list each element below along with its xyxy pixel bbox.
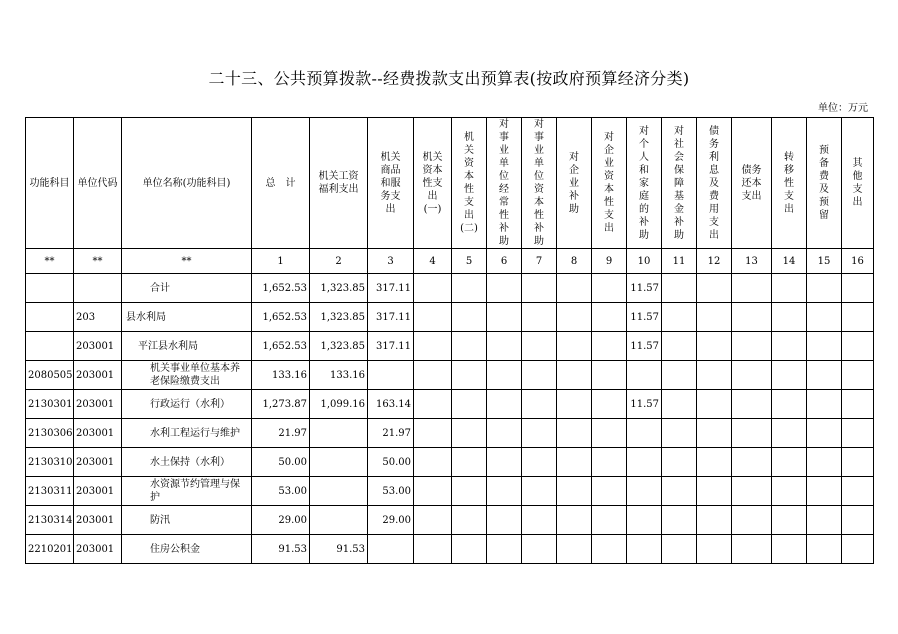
amount-cell [487, 274, 522, 303]
amount-cell [662, 303, 697, 332]
amount-cell [627, 535, 662, 564]
header-cell: 对企业补助 [557, 118, 592, 249]
index-cell: 12 [697, 249, 732, 274]
amount-cell: 1,099.16 [310, 390, 368, 419]
amount-cell [557, 477, 592, 506]
amount-cell [697, 448, 732, 477]
header-cell: 机关工资福利支出 [310, 118, 368, 249]
amount-cell [732, 274, 772, 303]
amount-cell [772, 361, 807, 390]
index-cell: 3 [368, 249, 414, 274]
amount-cell: 133.16 [310, 361, 368, 390]
unit-name-cell: 水资源节约管理与保护 [122, 477, 252, 506]
amount-cell [842, 506, 874, 535]
amount-cell [592, 477, 627, 506]
amount-cell [310, 477, 368, 506]
index-cell: 14 [772, 249, 807, 274]
function-code-cell: 2130311 [26, 477, 74, 506]
amount-cell [487, 332, 522, 361]
amount-cell: 29.00 [252, 506, 310, 535]
amount-cell [522, 506, 557, 535]
function-code-cell: 2080505 [26, 361, 74, 390]
unit-code-cell: 203001 [74, 332, 122, 361]
header-cell: 单位名称(功能科目) [122, 118, 252, 249]
amount-cell [414, 390, 452, 419]
header-cell: 对社会保障基金补助 [662, 118, 697, 249]
amount-cell [842, 477, 874, 506]
unit-name-cell: 平江县水利局 [122, 332, 252, 361]
amount-cell [487, 477, 522, 506]
table-row [26, 535, 874, 564]
amount-cell [842, 303, 874, 332]
index-cell: 6 [487, 249, 522, 274]
amount-cell [414, 448, 452, 477]
amount-cell [557, 390, 592, 419]
amount-cell [452, 390, 487, 419]
amount-cell: 21.97 [368, 419, 414, 448]
amount-cell [414, 361, 452, 390]
amount-cell: 1,323.85 [310, 274, 368, 303]
amount-cell [697, 535, 732, 564]
amount-cell [592, 448, 627, 477]
index-cell: 4 [414, 249, 452, 274]
page-title: 二十三、公共预算拨款--经费拨款支出预算表(按政府预算经济分类) [208, 69, 690, 88]
amount-cell [732, 477, 772, 506]
amount-cell [662, 506, 697, 535]
index-cell: 10 [627, 249, 662, 274]
function-code-cell [26, 303, 74, 332]
amount-cell [807, 303, 842, 332]
table-row [26, 274, 874, 303]
unit-code-cell [74, 274, 122, 303]
function-code-cell: 2210201 [26, 535, 74, 564]
amount-cell [557, 506, 592, 535]
amount-cell [557, 332, 592, 361]
header-cell: 对事业单位资本性补助 [522, 118, 557, 249]
amount-cell [452, 448, 487, 477]
amount-cell [697, 332, 732, 361]
amount-cell [452, 361, 487, 390]
amount-cell [368, 535, 414, 564]
amount-cell: 11.57 [627, 274, 662, 303]
amount-cell [592, 390, 627, 419]
function-code-cell [26, 274, 74, 303]
amount-cell [732, 535, 772, 564]
amount-cell [310, 506, 368, 535]
amount-cell [807, 274, 842, 303]
amount-cell [807, 361, 842, 390]
header-cell: 单位代码 [74, 118, 122, 249]
index-row [26, 249, 874, 274]
amount-cell [627, 477, 662, 506]
amount-cell [842, 535, 874, 564]
amount-cell [662, 419, 697, 448]
amount-cell: 317.11 [368, 332, 414, 361]
amount-cell [487, 303, 522, 332]
amount-cell: 133.16 [252, 361, 310, 390]
table-row [26, 477, 874, 506]
amount-cell [310, 448, 368, 477]
amount-cell [414, 303, 452, 332]
amount-cell [368, 361, 414, 390]
unit-name-cell: 合计 [122, 274, 252, 303]
amount-cell [414, 332, 452, 361]
amount-cell [807, 419, 842, 448]
amount-cell [627, 361, 662, 390]
header-cell: 总 计 [252, 118, 310, 249]
amount-cell [487, 390, 522, 419]
amount-cell [697, 274, 732, 303]
amount-cell [842, 361, 874, 390]
unit-code-cell: 203001 [74, 419, 122, 448]
index-cell: 5 [452, 249, 487, 274]
table-row [26, 303, 874, 332]
amount-cell [592, 274, 627, 303]
function-code-cell: 2130314 [26, 506, 74, 535]
unit-name-cell: 水利工程运行与维护 [122, 419, 252, 448]
amount-cell: 50.00 [368, 448, 414, 477]
amount-cell [697, 477, 732, 506]
amount-cell: 317.11 [368, 274, 414, 303]
amount-cell [807, 448, 842, 477]
unit-name-cell: 水土保持（水利） [122, 448, 252, 477]
amount-cell [452, 477, 487, 506]
header-cell: 对个人和家庭的补助 [627, 118, 662, 249]
index-cell: 9 [592, 249, 627, 274]
amount-cell [662, 477, 697, 506]
header-cell: 转移性支出 [772, 118, 807, 249]
function-code-cell [26, 332, 74, 361]
amount-cell [772, 332, 807, 361]
amount-cell [732, 506, 772, 535]
amount-cell [414, 506, 452, 535]
unit-code-cell: 203001 [74, 390, 122, 419]
amount-cell [662, 535, 697, 564]
amount-cell [662, 332, 697, 361]
amount-cell [627, 419, 662, 448]
index-cell: 2 [310, 249, 368, 274]
amount-cell [772, 506, 807, 535]
amount-cell [697, 303, 732, 332]
amount-cell [522, 535, 557, 564]
amount-cell [557, 274, 592, 303]
amount-cell: 91.53 [252, 535, 310, 564]
amount-cell [452, 274, 487, 303]
header-cell: 对事业单位经常性补助 [487, 118, 522, 249]
amount-cell [662, 390, 697, 419]
amount-cell [842, 419, 874, 448]
amount-cell [557, 535, 592, 564]
header-row [26, 118, 874, 249]
amount-cell: 163.14 [368, 390, 414, 419]
amount-cell [697, 390, 732, 419]
amount-cell [522, 332, 557, 361]
amount-cell [452, 506, 487, 535]
unit-code-cell: 203001 [74, 535, 122, 564]
amount-cell: 1,323.85 [310, 332, 368, 361]
amount-cell [592, 535, 627, 564]
unit-name-cell: 行政运行（水利） [122, 390, 252, 419]
header-cell: 其他支出 [842, 118, 874, 249]
amount-cell: 1,652.53 [252, 303, 310, 332]
amount-cell [487, 535, 522, 564]
amount-cell [452, 419, 487, 448]
header-cell: 机关资本性支出(二) [452, 118, 487, 249]
amount-cell [697, 361, 732, 390]
amount-cell [592, 361, 627, 390]
table-row [26, 390, 874, 419]
unit-name-cell: 防汛 [122, 506, 252, 535]
unit-code-cell: 203 [74, 303, 122, 332]
amount-cell [842, 332, 874, 361]
amount-cell [522, 448, 557, 477]
amount-cell [662, 361, 697, 390]
index-cell: 7 [522, 249, 557, 274]
amount-cell [557, 448, 592, 477]
header-cell: 对企业资本性支出 [592, 118, 627, 249]
amount-cell [807, 477, 842, 506]
unit-name-cell: 住房公积金 [122, 535, 252, 564]
amount-cell [772, 448, 807, 477]
amount-cell [310, 419, 368, 448]
amount-cell [522, 419, 557, 448]
unit-code-cell: 203001 [74, 477, 122, 506]
amount-cell [557, 361, 592, 390]
amount-cell [697, 506, 732, 535]
unit-code-cell: 203001 [74, 448, 122, 477]
function-code-cell: 2130301 [26, 390, 74, 419]
amount-cell [772, 419, 807, 448]
amount-cell [487, 361, 522, 390]
amount-cell [522, 477, 557, 506]
table-row [26, 332, 874, 361]
amount-cell [807, 506, 842, 535]
index-cell: 13 [732, 249, 772, 274]
amount-cell [522, 303, 557, 332]
amount-cell [592, 332, 627, 361]
amount-cell [772, 274, 807, 303]
amount-cell: 53.00 [252, 477, 310, 506]
unit-label: 单位：万元 [818, 103, 868, 114]
index-cell: 15 [807, 249, 842, 274]
amount-cell [772, 303, 807, 332]
amount-cell [627, 506, 662, 535]
table-row [26, 448, 874, 477]
amount-cell: 53.00 [368, 477, 414, 506]
header-cell: 功能科目 [26, 118, 74, 249]
amount-cell [627, 448, 662, 477]
amount-cell [662, 448, 697, 477]
amount-cell: 1,652.53 [252, 274, 310, 303]
index-cell: ** [122, 249, 252, 274]
index-cell: ** [74, 249, 122, 274]
budget-table [25, 117, 874, 564]
table-row [26, 361, 874, 390]
table-row [26, 506, 874, 535]
amount-cell [557, 419, 592, 448]
amount-cell [732, 361, 772, 390]
table-row [26, 419, 874, 448]
amount-cell [592, 419, 627, 448]
header-cell: 机关资本性支出(一) [414, 118, 452, 249]
amount-cell [807, 332, 842, 361]
amount-cell [842, 390, 874, 419]
function-code-cell: 2130310 [26, 448, 74, 477]
amount-cell [557, 303, 592, 332]
amount-cell [842, 274, 874, 303]
amount-cell [807, 535, 842, 564]
amount-cell [414, 274, 452, 303]
amount-cell [732, 448, 772, 477]
amount-cell: 1,273.87 [252, 390, 310, 419]
amount-cell: 50.00 [252, 448, 310, 477]
amount-cell: 317.11 [368, 303, 414, 332]
amount-cell [487, 506, 522, 535]
unit-name-cell: 机关事业单位基本养老保险缴费支出 [122, 361, 252, 390]
amount-cell [592, 303, 627, 332]
index-cell: 11 [662, 249, 697, 274]
header-cell: 债务利息及费用支出 [697, 118, 732, 249]
header-cell: 债务还本支出 [732, 118, 772, 249]
unit-name-cell: 县水利局 [122, 303, 252, 332]
amount-cell [414, 419, 452, 448]
index-cell: 1 [252, 249, 310, 274]
amount-cell [732, 332, 772, 361]
amount-cell [487, 448, 522, 477]
amount-cell [414, 477, 452, 506]
amount-cell: 11.57 [627, 332, 662, 361]
amount-cell [592, 506, 627, 535]
amount-cell [772, 390, 807, 419]
header-cell: 预备费及预留 [807, 118, 842, 249]
amount-cell [807, 390, 842, 419]
amount-cell [487, 419, 522, 448]
index-cell: ** [26, 249, 74, 274]
function-code-cell: 2130306 [26, 419, 74, 448]
amount-cell [452, 303, 487, 332]
amount-cell [732, 419, 772, 448]
amount-cell: 11.57 [627, 390, 662, 419]
amount-cell: 1,652.53 [252, 332, 310, 361]
amount-cell: 91.53 [310, 535, 368, 564]
header-cell: 机关商品和服务支出 [368, 118, 414, 249]
index-cell: 16 [842, 249, 874, 274]
index-cell: 8 [557, 249, 592, 274]
amount-cell [697, 419, 732, 448]
amount-cell [772, 535, 807, 564]
unit-code-cell: 203001 [74, 506, 122, 535]
amount-cell: 11.57 [627, 303, 662, 332]
amount-cell [842, 448, 874, 477]
amount-cell [732, 390, 772, 419]
amount-cell: 29.00 [368, 506, 414, 535]
amount-cell [522, 274, 557, 303]
amount-cell [414, 535, 452, 564]
amount-cell [732, 303, 772, 332]
amount-cell [452, 535, 487, 564]
amount-cell: 21.97 [252, 419, 310, 448]
amount-cell [522, 361, 557, 390]
amount-cell [522, 390, 557, 419]
amount-cell [452, 332, 487, 361]
amount-cell: 1,323.85 [310, 303, 368, 332]
unit-code-cell: 203001 [74, 361, 122, 390]
amount-cell [772, 477, 807, 506]
amount-cell [662, 274, 697, 303]
